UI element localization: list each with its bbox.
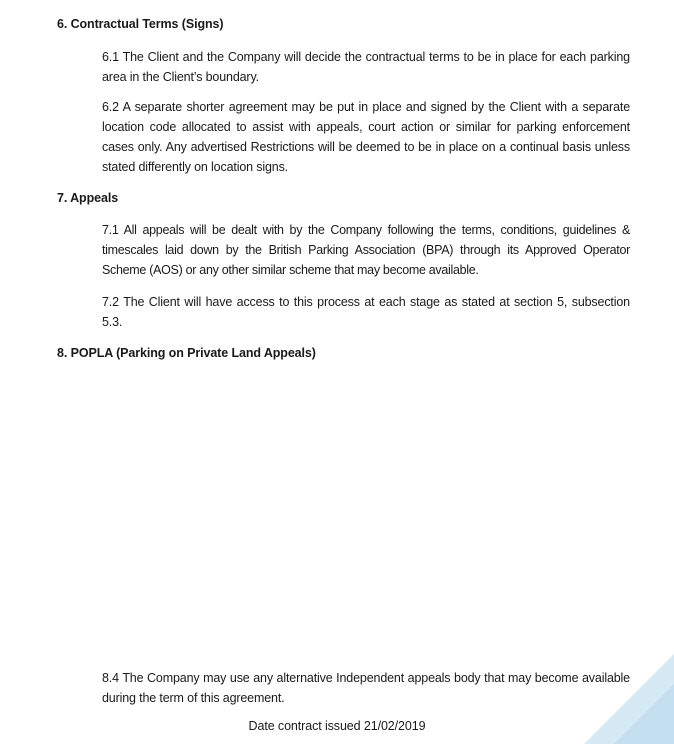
section-6-heading: 6. Contractual Terms (Signs) [57,17,224,31]
section-7-heading: 7. Appeals [57,191,119,205]
section-8-heading: 8. POPLA (Parking on Private Land Appeals) [57,346,316,360]
paragraph-8-4: 8.4 The Company may use any alternative Independent appeals body that may become available during the term of this agreement. [102,671,630,705]
corner-decoration-icon [584,654,674,744]
paragraph-7-2: 7.2 The Client will have access to this process at each stage as stated at section 5, subsection 5.3. [102,295,630,329]
paragraph-7-1: 7.1 All appeals will be dealt with by the Company following the terms, conditions, guidelines & timescales laid down by the British Parking Association (BPA) through its Approved Operator Scheme (AOS) or any other similar scheme that may become available. [102,223,630,277]
paragraph-6-2: 6.2 A separate shorter agreement may be put in place and signed by the Client with a separate location code allocated to assist with appeals, court action or similar for parking enforcement cases only. Any advertised Restrictions will be deemed to be in place on a continual basis unless stated differently on location signs. [102,100,630,174]
footer-date-issued: Date contract issued 21/02/2019 [248,719,426,733]
paragraph-6-1: 6.1 The Client and the Company will decide the contractual terms to be in place for each parking area in the Client’s boundary. [102,50,630,84]
